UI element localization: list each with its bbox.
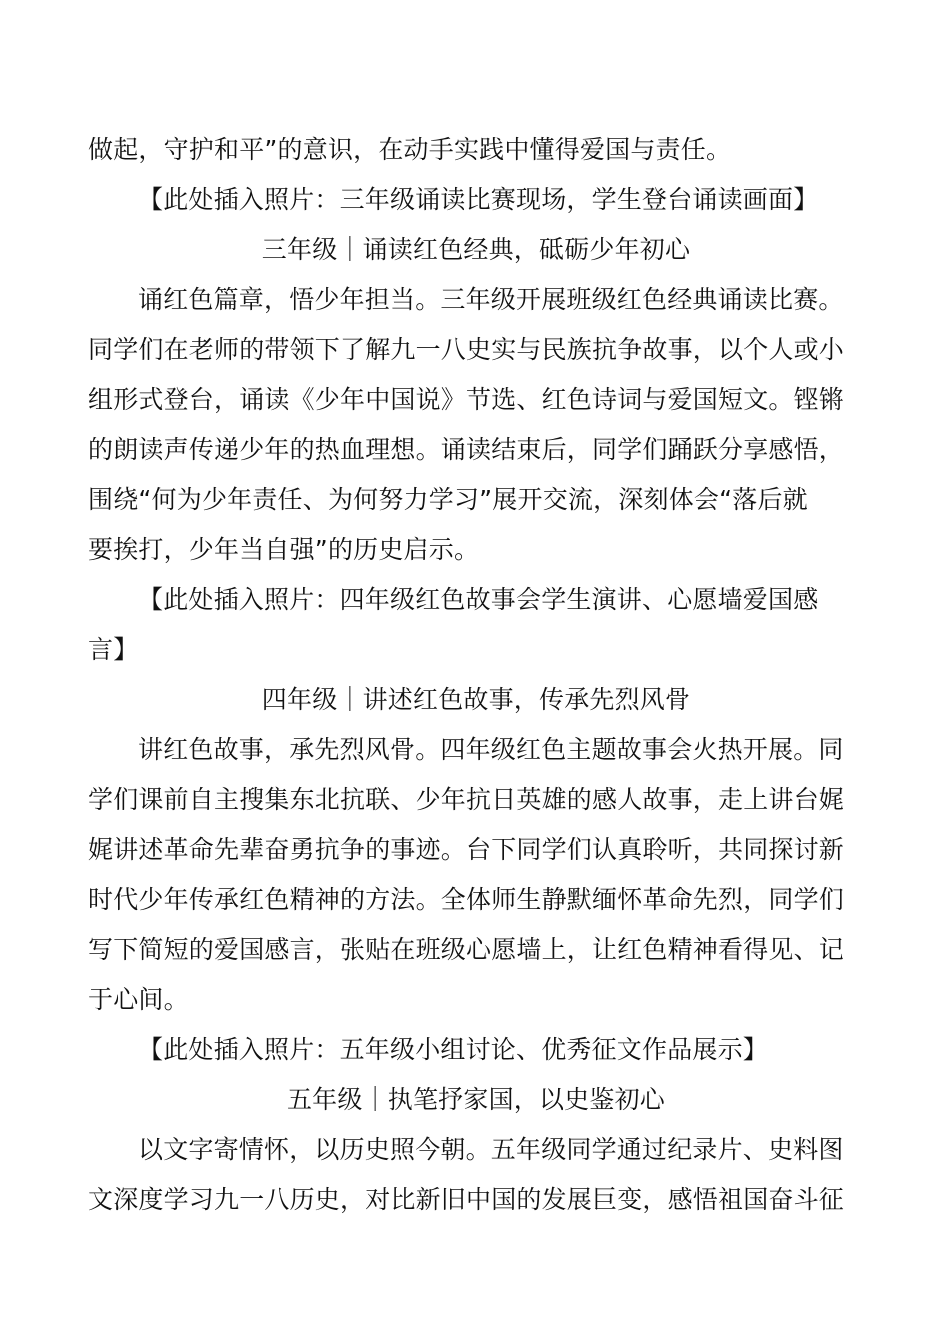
text-line-4: 诵红色篇章，悟少年担当。三年级开展班级红色经典诵读比赛。 — [138, 285, 844, 314]
text-line-17: 写下简短的爱国感言，张贴在班级心愿墙上，让红色精神看得见、记 — [88, 935, 845, 964]
photo-placeholder-grade3: 【此处插入照片：三年级诵读比赛现场，学生登台诵读画面】 — [138, 185, 819, 214]
section-heading-grade5: 五年级｜执笔抒家国，以史鉴初心 — [286, 1085, 665, 1114]
text-line-13: 讲红色故事，承先烈风骨。四年级红色主题故事会火热开展。同 — [138, 735, 844, 764]
photo-placeholder-grade4-cont: 言】 — [88, 635, 139, 664]
section-heading-grade3: 三年级｜诵读红色经典，砥砺少年初心 — [261, 235, 691, 264]
text-line-16: 时代少年传承红色精神的方法。全体师生静默缅怀革命先烈，同学们 — [88, 885, 845, 914]
text-line-5: 同学们在老师的带领下了解九一八史实与民族抗争故事，以个人或小 — [88, 335, 845, 364]
text-line-18: 于心间。 — [88, 985, 189, 1014]
document-body — [88, 125, 864, 1225]
photo-placeholder-grade5: 【此处插入照片：五年级小组讨论、优秀征文作品展示】 — [138, 1035, 769, 1064]
photo-placeholder-grade4: 【此处插入照片：四年级红色故事会学生演讲、心愿墙爱国感 — [138, 585, 819, 614]
text-line-1: 做起，守护和平”的意识，在动手实践中懂得爱国与责任。 — [88, 135, 732, 164]
text-line-22: 文深度学习九一八历史，对比新旧中国的发展巨变，感悟祖国奋斗征 — [88, 1185, 845, 1214]
text-line-15: 娓讲述革命先辈奋勇抗争的事迹。台下同学们认真聆听，共同探讨新 — [88, 835, 845, 864]
text-line-7: 的朗读声传递少年的热血理想。诵读结束后，同学们踊跃分享感悟， — [88, 435, 845, 464]
text-line-21: 以文字寄情怀，以历史照今朝。五年级同学通过纪录片、史料图 — [138, 1135, 844, 1164]
text-line-9: 要挨打，少年当自强”的历史启示。 — [88, 535, 480, 564]
section-heading-grade4: 四年级｜讲述红色故事，传承先烈风骨 — [261, 685, 691, 714]
text-line-6: 组形式登台，诵读《少年中国说》节选、红色诗词与爱国短文。铿锵 — [88, 385, 845, 414]
text-line-8: 围绕“何为少年责任、为何努力学习”展开交流，深刻体会“落后就 — [88, 485, 808, 514]
text-line-14: 学们课前自主搜集东北抗联、少年抗日英雄的感人故事，走上讲台娓 — [88, 785, 845, 814]
